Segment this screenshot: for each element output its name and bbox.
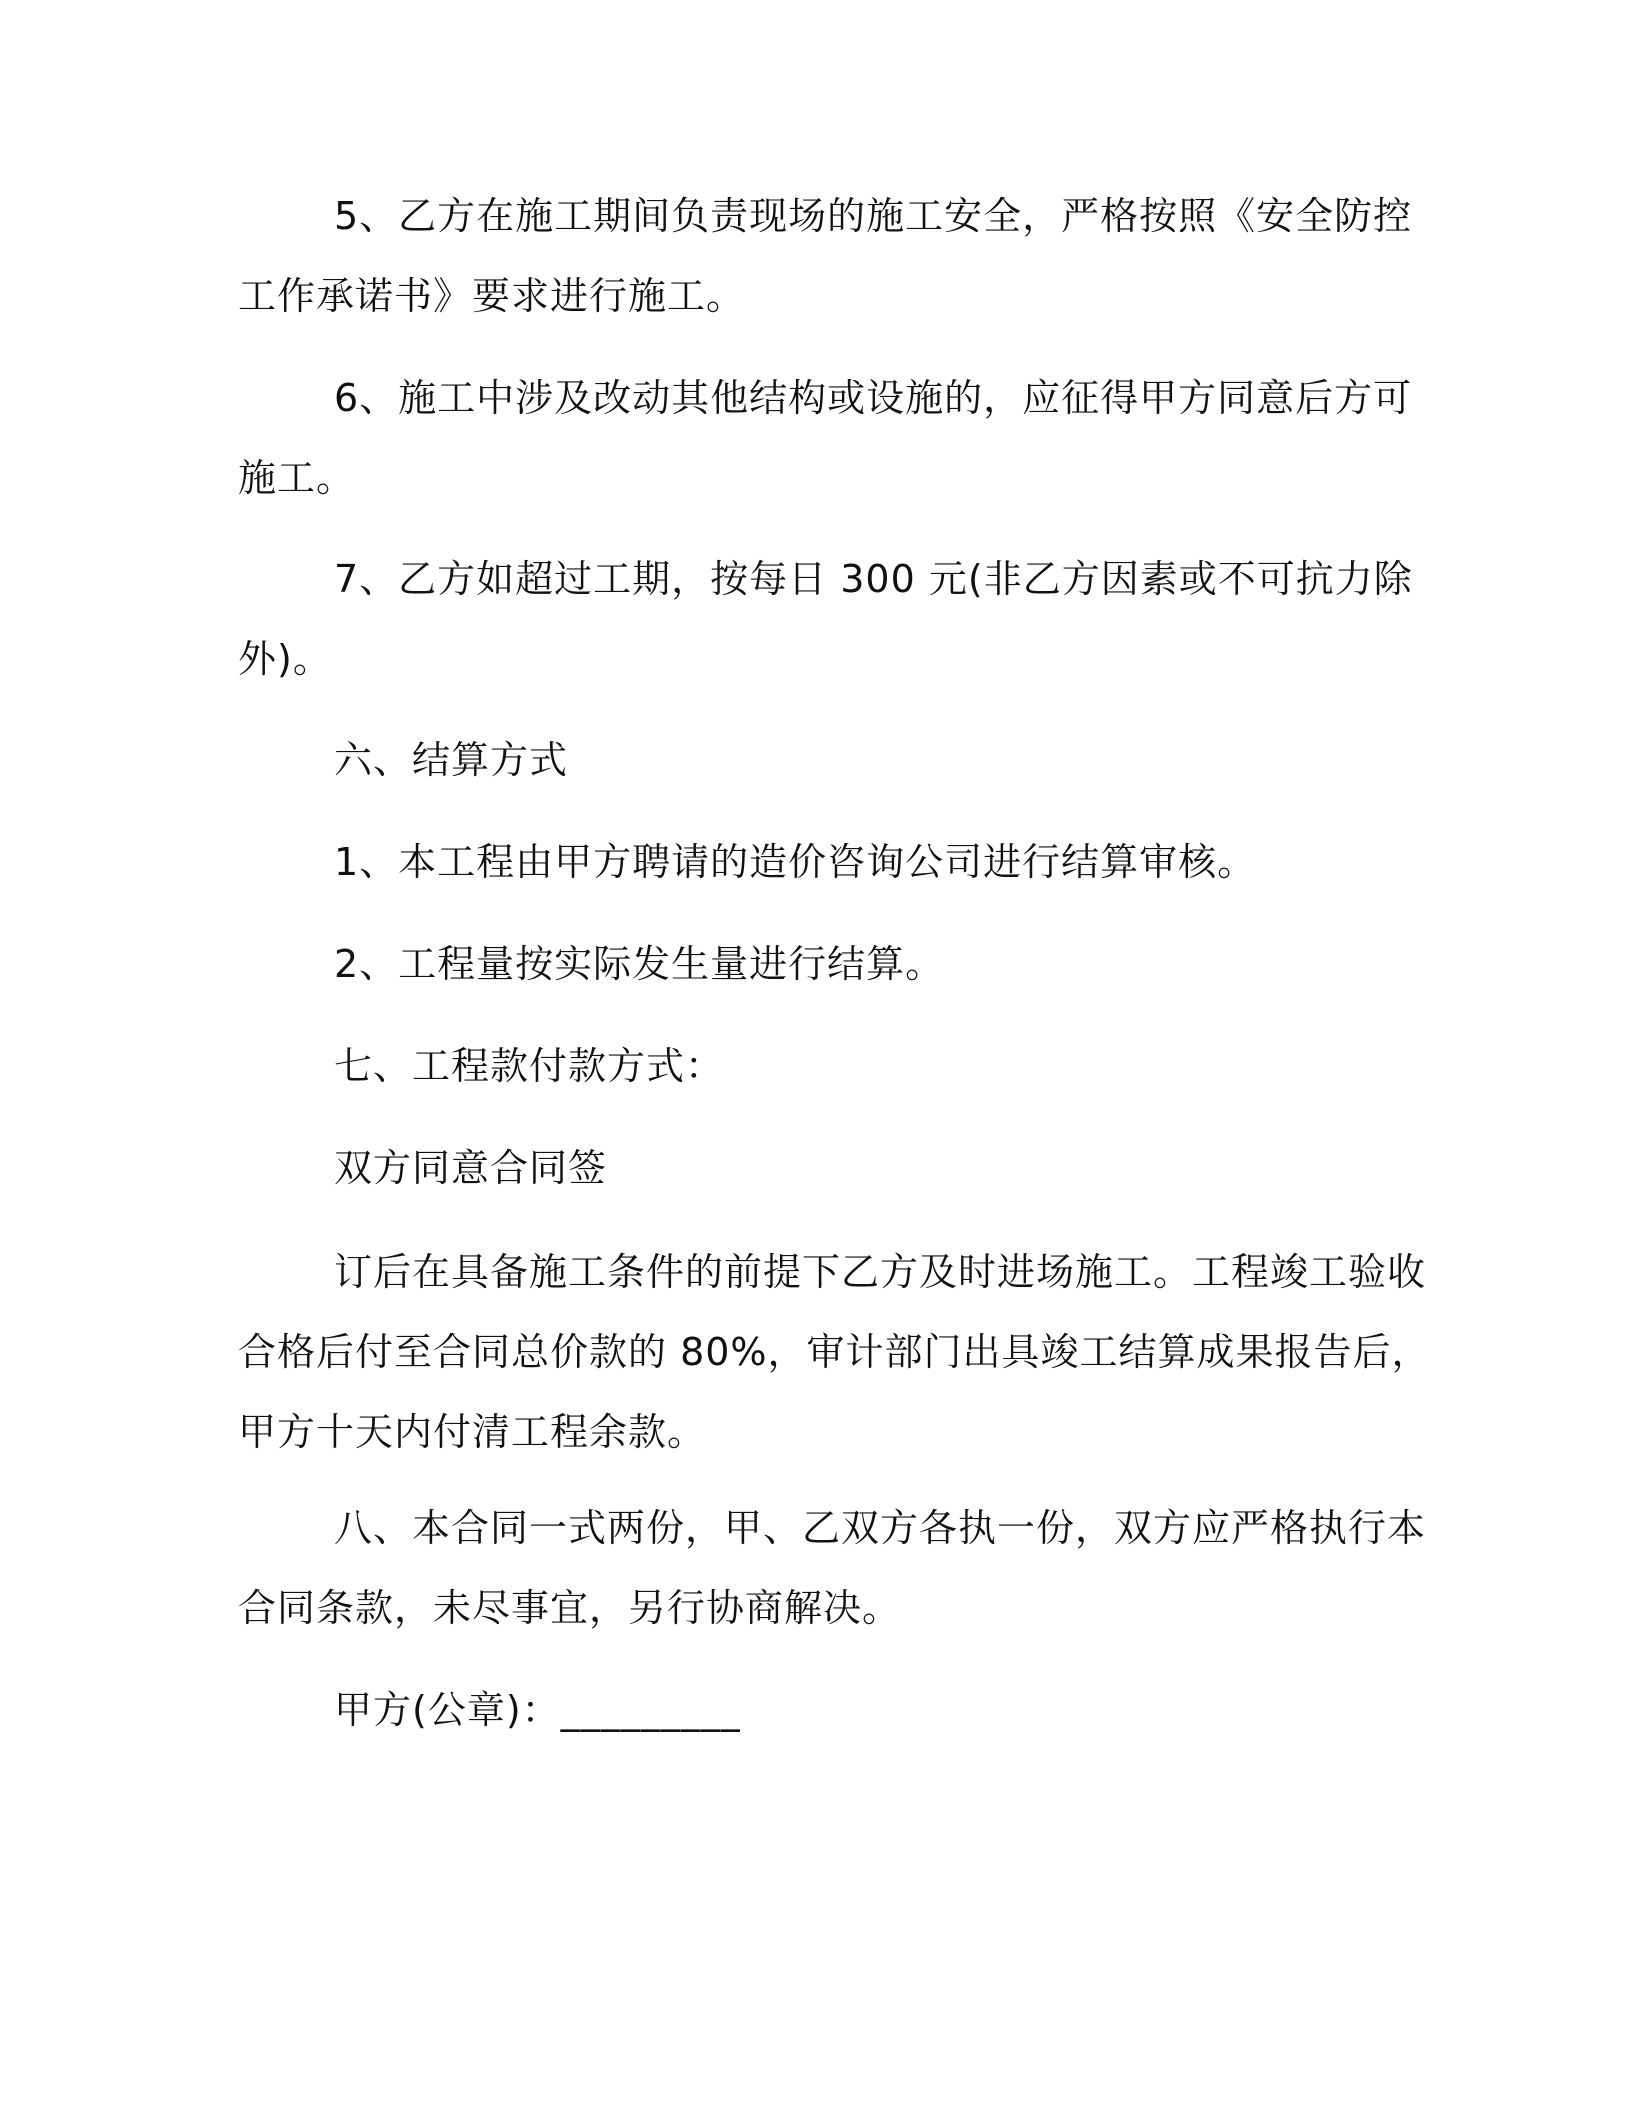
section-8-line-1: 八、本合同一式两份，甲、乙双方各执一份，双方应严格执行本 [334,1506,1427,1550]
settlement-item-1-text: 1、本工程由甲方聘请的造价咨询公司进行结算审核。 [334,840,1257,884]
payment-terms-line-3: 甲方十天内付清工程余款。 [238,1410,707,1454]
payment-intro-text: 双方同意合同签 [334,1146,608,1190]
section-8-line-2: 合同条款，未尽事宜，另行协商解决。 [238,1586,902,1630]
clause-7-line-2: 外)。 [238,637,332,681]
payment-terms-line-1: 订后在具备施工条件的前提下乙方及时进场施工。工程竣工验收 [334,1250,1427,1294]
section-6-heading-text: 六、结算方式 [334,738,569,782]
section-6-heading [238,720,1388,800]
clause-5-line-2: 工作承诺书》要求进行施工。 [238,274,746,318]
section-7-heading [238,1026,1388,1106]
settlement-item-1 [238,822,1388,902]
payment-terms [238,1232,1431,1472]
payment-intro [238,1128,1388,1208]
clause-6 [238,358,1413,518]
party-a-seal-line: 甲方(公章)：_________ [334,1688,741,1732]
clause-7-line-1: 7、乙方如超过工期，按每日 300 元(非乙方因素或不可抗力除 [334,557,1413,601]
clause-7 [238,539,1413,699]
clause-5-line-1: 5、乙方在施工期间负责现场的施工安全，严格按照《安全防控 [334,194,1413,238]
section-7-heading-text: 七、工程款付款方式： [334,1044,725,1088]
party-a-signature [238,1670,1388,1750]
clause-6-line-2: 施工。 [238,456,356,500]
settlement-item-2 [238,924,1388,1004]
settlement-item-2-text: 2、工程量按实际发生量进行结算。 [334,942,945,986]
clause-6-line-1: 6、施工中涉及改动其他结构或设施的，应征得甲方同意后方可 [334,376,1413,420]
clause-5 [238,176,1413,336]
section-8 [238,1488,1427,1648]
payment-terms-line-2: 合格后付至合同总价款的 80%，审计部门出具竣工结算成果报告后， [238,1330,1431,1374]
